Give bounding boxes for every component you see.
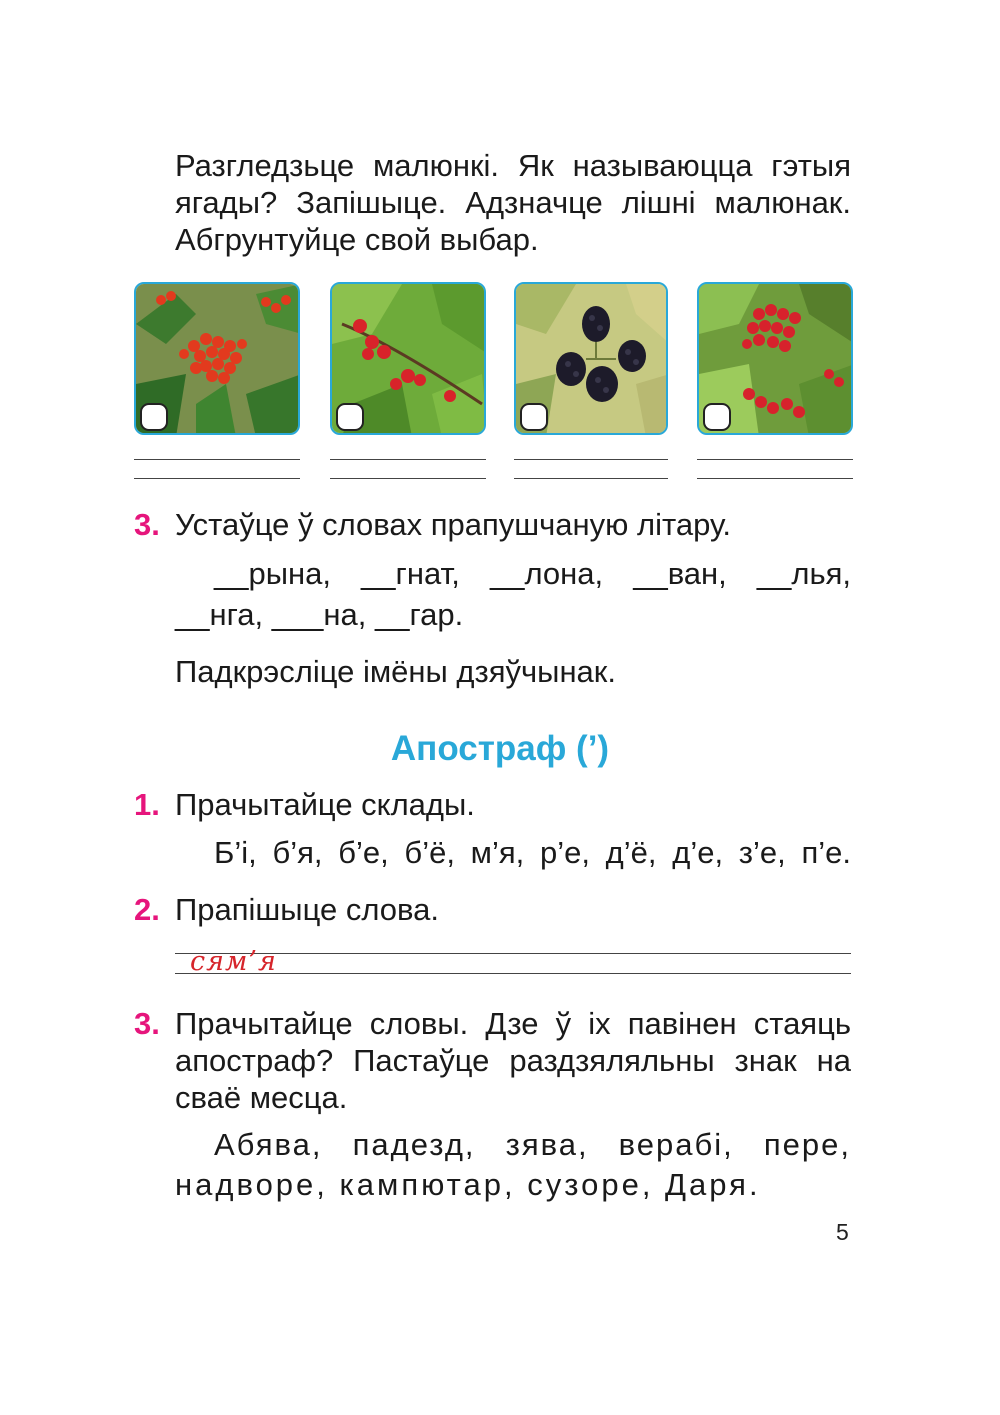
- exercise-text-line-1: Прачытайце словы. Дзе ў іх павінен стаяць: [175, 1006, 851, 1041]
- photo-rowan-berries: [134, 282, 300, 435]
- exercise-title: Прачытайце склады.: [175, 787, 475, 822]
- syllables-line: Б’і, б’я, б’е, б’ё, м’я, р’е, д’ё, д’е, з’е, п’е.: [214, 835, 851, 870]
- intro-line-1: Разгледзьце малюнкі. Як называюцца гэтыя: [175, 148, 851, 183]
- exercise-title: Устаўце ў словах прапушчаную літару.: [175, 507, 732, 542]
- exercise-number: 3.: [134, 1006, 160, 1041]
- words-line-2: надворе, кампютар, сузоре, Даря.: [175, 1167, 761, 1202]
- page-number: 5: [836, 1219, 849, 1245]
- writing-line: [330, 459, 486, 460]
- photo-checkbox-1[interactable]: [140, 403, 168, 431]
- photo-hawthorn-berries: [330, 282, 486, 435]
- photo-viburnum-berries: [697, 282, 853, 435]
- writing-line: [330, 478, 486, 479]
- writing-line: [514, 459, 668, 460]
- writing-line: [514, 478, 668, 479]
- exercise-title: Прапішыце слова.: [175, 892, 439, 927]
- exercise-task: Падкрэсліце імёны дзяўчынак.: [175, 654, 616, 689]
- writing-line: [134, 478, 300, 479]
- writing-line: [134, 459, 300, 460]
- section-title: Апостраф (’): [390, 729, 610, 768]
- words-line-1: Абява, падезд, зява, верабі, пере,: [214, 1127, 851, 1162]
- writing-line: [697, 459, 853, 460]
- writing-line: [697, 478, 853, 479]
- script-sample-word: сям’я: [190, 946, 277, 977]
- intro-line-3: Абгрунтуйце свой выбар.: [175, 222, 539, 257]
- photo-checkbox-4[interactable]: [703, 403, 731, 431]
- word-list-line-2: __нга, ___на, __гар.: [175, 597, 464, 632]
- exercise-text-line-3: сваё месца.: [175, 1080, 348, 1115]
- exercise-text-line-2: апостраф? Пастаўце раздзяляльны знак на: [175, 1043, 851, 1078]
- photo-checkbox-3[interactable]: [520, 403, 548, 431]
- intro-line-2: ягады? Запішыце. Адзначце лішні малюнак.: [175, 185, 851, 220]
- exercise-number: 3.: [134, 507, 160, 542]
- photo-checkbox-2[interactable]: [336, 403, 364, 431]
- exercise-number: 2.: [134, 892, 160, 927]
- word-list-line-1: __рына, __гнат, __лона, __ван, __лья,: [214, 556, 851, 591]
- photo-blackberries: [514, 282, 668, 435]
- exercise-number: 1.: [134, 787, 160, 822]
